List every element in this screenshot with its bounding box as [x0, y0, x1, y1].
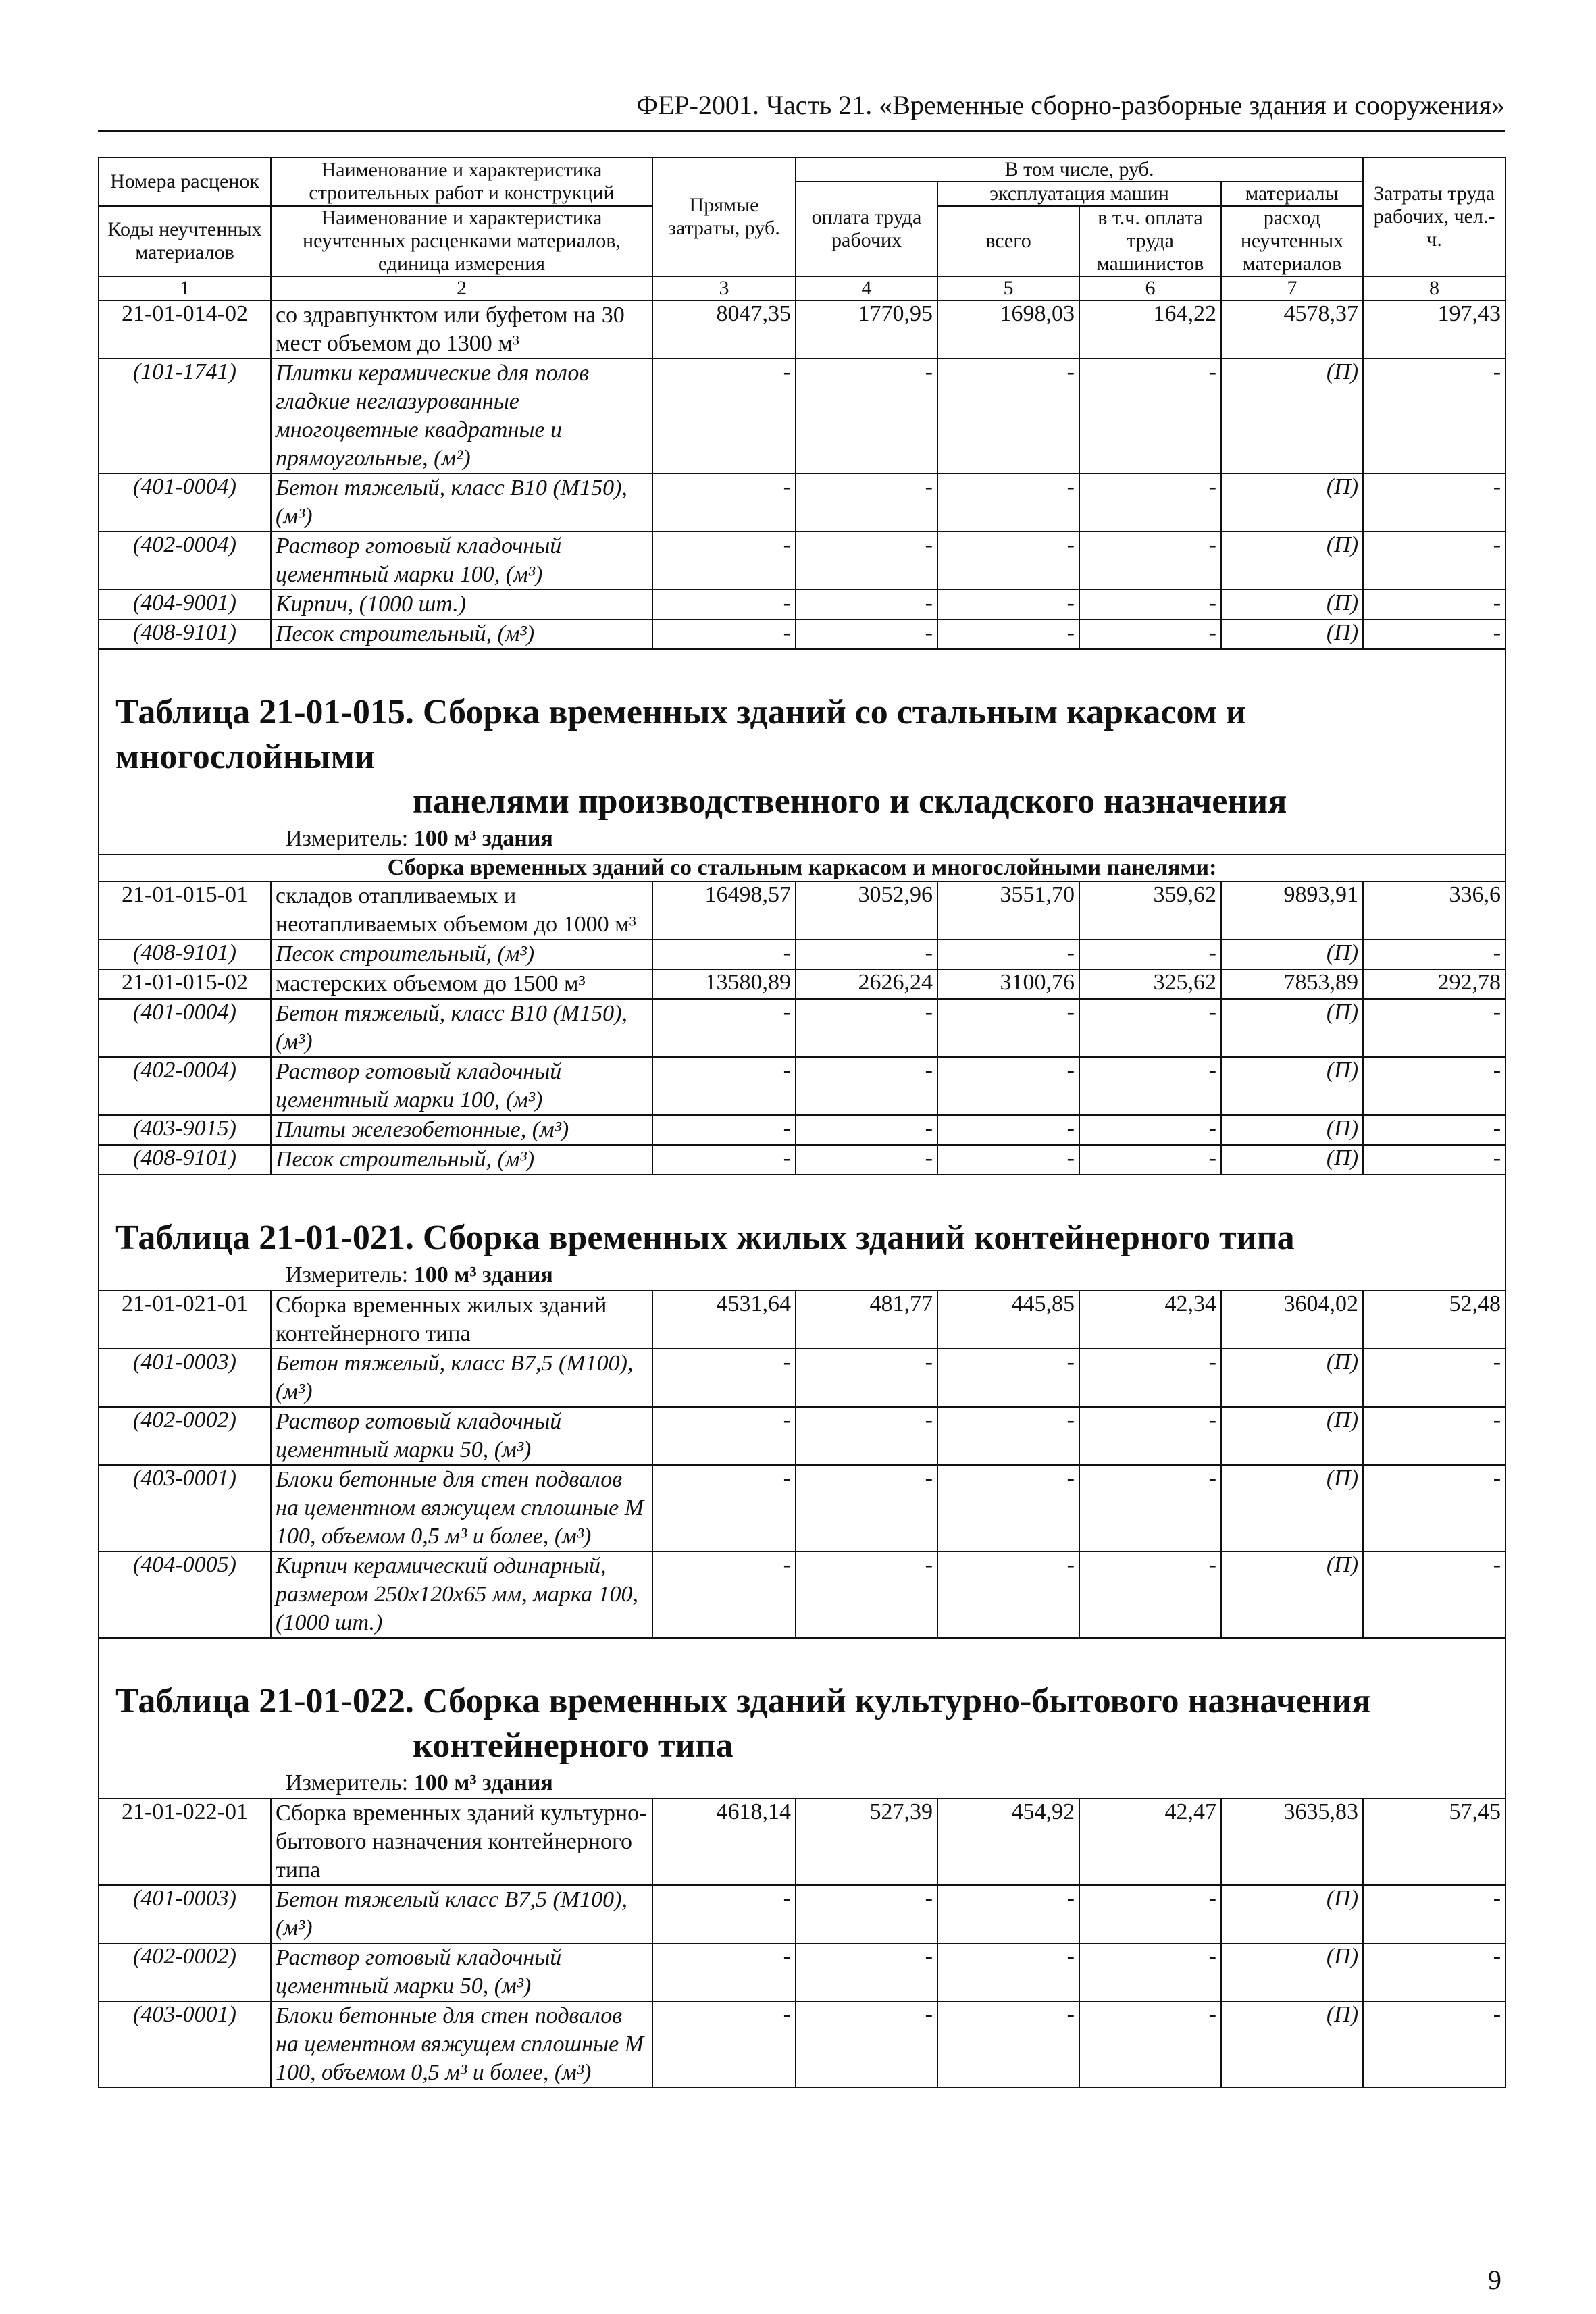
dash-value: - [1363, 1349, 1505, 1407]
dash-value: - [652, 590, 796, 619]
material-row [99, 1885, 1505, 1943]
measurement-unit [103, 1260, 1501, 1290]
section-title-row [99, 649, 1505, 854]
dash-value: - [1363, 1407, 1505, 1465]
rate-value: 481,77 [796, 1291, 937, 1349]
p-mark: (П) [1221, 940, 1363, 969]
rate-code: 21-01-015-01 [99, 881, 271, 940]
measurement-label: Измеритель: [286, 1262, 409, 1287]
rate-value: 292,78 [1363, 969, 1505, 999]
rate-code: 21-01-021-01 [99, 1291, 271, 1349]
dash-value: - [1363, 1115, 1505, 1145]
rate-name: мастерских объемом до 1500 м³ [271, 969, 652, 999]
p-mark: (П) [1221, 590, 1363, 619]
material-code: (403-0001) [99, 2001, 271, 2088]
material-code: (403-9015) [99, 1115, 271, 1145]
dash-value: - [1079, 619, 1221, 649]
dash-value: - [937, 619, 1079, 649]
rate-value: 3604,02 [1221, 1291, 1363, 1349]
material-code: (402-0002) [99, 1407, 271, 1465]
material-name: Плитки керамические для полов гладкие неглазурованные многоцветные квадратные и прямоугольные, (м²) [271, 359, 652, 473]
material-row [99, 1943, 1505, 2001]
col-num: 7 [1221, 276, 1363, 301]
material-name: Раствор готовый кладочный цементный марки 100, (м³) [271, 1057, 652, 1115]
rate-value: 4578,37 [1221, 301, 1363, 359]
dash-value: - [937, 1145, 1079, 1175]
p-mark: (П) [1221, 619, 1363, 649]
material-code: (408-9101) [99, 940, 271, 969]
material-code: (404-0005) [99, 1551, 271, 1638]
material-name: Бетон тяжелый класс В7,5 (М100), (м³) [271, 1885, 652, 1943]
material-row [99, 1115, 1505, 1145]
material-row [99, 1551, 1505, 1638]
dash-value: - [796, 1465, 937, 1551]
dash-value: - [652, 1115, 796, 1145]
header-labor: Затраты труда рабочих, чел.-ч. [1363, 157, 1505, 276]
material-name: Песок строительный, (м³) [271, 619, 652, 649]
material-code: (402-0004) [99, 1057, 271, 1115]
dash-value: - [937, 1407, 1079, 1465]
rate-value: 359,62 [1079, 881, 1221, 940]
material-row [99, 1407, 1505, 1465]
material-name: Кирпич, (1000 шт.) [271, 590, 652, 619]
rate-value: 4531,64 [652, 1291, 796, 1349]
rate-value: 9893,91 [1221, 881, 1363, 940]
dash-value: - [937, 532, 1079, 590]
dash-value: - [937, 1465, 1079, 1551]
dash-value: - [1363, 473, 1505, 532]
measurement-label: Измеритель: [286, 1770, 409, 1795]
dash-value: - [796, 2001, 937, 2088]
material-row [99, 1057, 1505, 1115]
col-num: 3 [652, 276, 796, 301]
dash-value: - [796, 1943, 937, 2001]
rate-value: 7853,89 [1221, 969, 1363, 999]
material-row [99, 590, 1505, 619]
material-name: Раствор готовый кладочный цементный марки 50, (м³) [271, 1943, 652, 2001]
dash-value: - [796, 1349, 937, 1407]
rate-code: 21-01-014-02 [99, 301, 271, 359]
dash-value: - [1363, 1551, 1505, 1638]
rate-row [99, 1291, 1505, 1349]
section-title-row [99, 1638, 1505, 1799]
dash-value: - [796, 1115, 937, 1145]
header-rule [98, 130, 1505, 132]
material-code: (403-0001) [99, 1465, 271, 1551]
material-name: Раствор готовый кладочный цементный марки 100, (м³) [271, 532, 652, 590]
material-code: (401-0004) [99, 999, 271, 1057]
rate-row [99, 301, 1505, 359]
rate-value: 1770,95 [796, 301, 937, 359]
dash-value: - [652, 1885, 796, 1943]
section-title-line: Таблица 21-01-015. Сборка временных зданий со стальным каркасом и многослойными [115, 693, 1246, 776]
material-name: Блоки бетонные для стен подвалов на цементном вяжущем сплошные М 100, объемом 0,5 м³ и более, (м³) [271, 2001, 652, 2088]
header-direct: Прямые затраты, руб. [652, 157, 796, 276]
p-mark: (П) [1221, 1465, 1363, 1551]
p-mark: (П) [1221, 1349, 1363, 1407]
p-mark: (П) [1221, 2001, 1363, 2088]
dash-value: - [652, 1057, 796, 1115]
dash-value: - [937, 1885, 1079, 1943]
rate-value: 454,92 [937, 1799, 1079, 1885]
section-title-cell [99, 649, 1505, 854]
dash-value: - [1363, 1145, 1505, 1175]
material-row [99, 1145, 1505, 1175]
material-row [99, 619, 1505, 649]
rate-code: 21-01-022-01 [99, 1799, 271, 1885]
section-title-line: панелями производственного и складского назначения [413, 782, 1287, 821]
p-mark: (П) [1221, 532, 1363, 590]
dash-value: - [652, 532, 796, 590]
col-num: 8 [1363, 276, 1505, 301]
dash-value: - [1363, 532, 1505, 590]
measurement-value: 100 м³ здания [413, 826, 553, 851]
measurement-unit [103, 824, 1501, 854]
rate-value: 3551,70 [937, 881, 1079, 940]
dash-value: - [1363, 1943, 1505, 2001]
material-row [99, 940, 1505, 969]
col-num: 5 [937, 276, 1079, 301]
dash-value: - [1079, 590, 1221, 619]
header-labor-pay: оплата труда рабочих [796, 182, 937, 276]
measurement-value: 100 м³ здания [413, 1262, 553, 1287]
rate-value: 42,47 [1079, 1799, 1221, 1885]
rate-value: 3100,76 [937, 969, 1079, 999]
header-num-rates: Номера расценок [99, 157, 271, 206]
material-row [99, 1465, 1505, 1551]
material-code: (101-1741) [99, 359, 271, 473]
material-name: Бетон тяжелый, класс В7,5 (М100), (м³) [271, 1349, 652, 1407]
dash-value: - [937, 940, 1079, 969]
rate-name: Сборка временных жилых зданий контейнерного типа [271, 1291, 652, 1349]
dash-value: - [796, 1551, 937, 1638]
dash-value: - [937, 1349, 1079, 1407]
material-name: Плиты железобетонные, (м³) [271, 1115, 652, 1145]
header-total: всего [937, 206, 1079, 276]
p-mark: (П) [1221, 1943, 1363, 2001]
section-title [103, 1679, 1501, 1768]
material-code: (408-9101) [99, 1145, 271, 1175]
page-number: 9 [1488, 2265, 1501, 2295]
dash-value: - [652, 1407, 796, 1465]
dash-value: - [1079, 1115, 1221, 1145]
section-title-cell [99, 1175, 1505, 1291]
material-name: Кирпич керамический одинарный, размером 250х120х65 мм, марка 100, (1000 шт.) [271, 1551, 652, 1638]
dash-value: - [1079, 940, 1221, 969]
rate-name: со здравпунктом или буфетом на 30 мест объемом до 1300 м³ [271, 301, 652, 359]
dash-value: - [796, 999, 937, 1057]
material-name: Бетон тяжелый, класс В10 (М150), (м³) [271, 999, 652, 1057]
dash-value: - [796, 1885, 937, 1943]
material-name: Блоки бетонные для стен подвалов на цементном вяжущем сплошные М 100, объемом 0,5 м³ и более, (м³) [271, 1465, 652, 1551]
material-row [99, 999, 1505, 1057]
dash-value: - [1363, 590, 1505, 619]
material-code: (401-0003) [99, 1349, 271, 1407]
material-code: (402-0002) [99, 1943, 271, 2001]
dash-value: - [652, 1349, 796, 1407]
rate-value: 4618,14 [652, 1799, 796, 1885]
section-title [103, 1216, 1501, 1260]
dash-value: - [937, 1551, 1079, 1638]
measurement-value: 100 м³ здания [413, 1770, 553, 1795]
rate-row [99, 881, 1505, 940]
dash-value: - [937, 359, 1079, 473]
header-name-works: Наименование и характеристика строительных работ и конструкций [271, 157, 652, 206]
p-mark: (П) [1221, 473, 1363, 532]
p-mark: (П) [1221, 1145, 1363, 1175]
material-row [99, 532, 1505, 590]
dash-value: - [796, 473, 937, 532]
dash-value: - [1079, 1145, 1221, 1175]
col-num: 2 [271, 276, 652, 301]
section-title-line: контейнерного типа [413, 1726, 733, 1765]
document-body [98, 157, 1505, 2088]
header-row-1 [99, 157, 1505, 182]
header-consumption: расход неучтенных материалов [1221, 206, 1363, 276]
rate-value: 3052,96 [796, 881, 937, 940]
dash-value: - [1363, 359, 1505, 473]
dash-value: - [796, 359, 937, 473]
dash-value: - [937, 1057, 1079, 1115]
dash-value: - [796, 1145, 937, 1175]
p-mark: (П) [1221, 1551, 1363, 1638]
rate-value: 2626,24 [796, 969, 937, 999]
p-mark: (П) [1221, 1885, 1363, 1943]
rate-value: 1698,03 [937, 301, 1079, 359]
table-body [99, 157, 1505, 2088]
dash-value: - [937, 1115, 1079, 1145]
running-header: ФЕР-2001. Часть 21. «Временные сборно-разборные здания и сооружения» [636, 90, 1505, 120]
dash-value: - [1079, 1465, 1221, 1551]
dash-value: - [1079, 2001, 1221, 2088]
material-row [99, 473, 1505, 532]
dash-value: - [1363, 940, 1505, 969]
header-codes: Коды неучтенных материалов [99, 206, 271, 276]
dash-value: - [796, 1407, 937, 1465]
rate-name: Сборка временных зданий культурно-бытового назначения контейнерного типа [271, 1799, 652, 1885]
rate-value: 3635,83 [1221, 1799, 1363, 1885]
header-name-materials: Наименование и характеристика неучтенных расценками материалов, единица измерения [271, 206, 652, 276]
header-machines: эксплуатация машин [937, 182, 1221, 206]
rate-name: складов отапливаемых и неотапливаемых объемом до 1000 м³ [271, 881, 652, 940]
p-mark: (П) [1221, 999, 1363, 1057]
p-mark: (П) [1221, 1115, 1363, 1145]
dash-value: - [796, 590, 937, 619]
dash-value: - [1079, 359, 1221, 473]
rate-value: 527,39 [796, 1799, 937, 1885]
material-name: Раствор готовый кладочный цементный марки 50, (м³) [271, 1407, 652, 1465]
material-row [99, 359, 1505, 473]
dash-value: - [1363, 2001, 1505, 2088]
dash-value: - [1363, 1465, 1505, 1551]
rate-row [99, 1799, 1505, 1885]
dash-value: - [1079, 1057, 1221, 1115]
rate-value: 445,85 [937, 1291, 1079, 1349]
group-header-row [99, 854, 1505, 881]
dash-value: - [796, 619, 937, 649]
dash-value: - [937, 1943, 1079, 2001]
dash-value: - [652, 1551, 796, 1638]
dash-value: - [1079, 1943, 1221, 2001]
section-title [103, 690, 1501, 824]
rates-table [98, 157, 1506, 2088]
material-code: (401-0003) [99, 1885, 271, 1943]
dash-value: - [652, 1465, 796, 1551]
dash-value: - [1079, 1349, 1221, 1407]
header-materials: материалы [1221, 182, 1363, 206]
header-incl: В том числе, руб. [796, 157, 1363, 182]
rate-value: 164,22 [1079, 301, 1221, 359]
dash-value: - [1363, 1057, 1505, 1115]
dash-value: - [1079, 532, 1221, 590]
material-code: (401-0004) [99, 473, 271, 532]
measurement-label: Измеритель: [286, 826, 409, 851]
material-name: Бетон тяжелый, класс В10 (М150), (м³) [271, 473, 652, 532]
p-mark: (П) [1221, 1407, 1363, 1465]
dash-value: - [652, 1145, 796, 1175]
material-code: (402-0004) [99, 532, 271, 590]
rate-value: 52,48 [1363, 1291, 1505, 1349]
dash-value: - [652, 359, 796, 473]
group-header: Сборка временных зданий со стальным каркасом и многослойными панелями: [99, 854, 1505, 881]
dash-value: - [1363, 619, 1505, 649]
rate-value: 57,45 [1363, 1799, 1505, 1885]
dash-value: - [1079, 473, 1221, 532]
dash-value: - [652, 1943, 796, 2001]
col-num: 4 [796, 276, 937, 301]
dash-value: - [796, 1057, 937, 1115]
rate-row [99, 969, 1505, 999]
dash-value: - [937, 473, 1079, 532]
dash-value: - [652, 2001, 796, 2088]
rate-value: 336,6 [1363, 881, 1505, 940]
rate-value: 13580,89 [652, 969, 796, 999]
dash-value: - [652, 619, 796, 649]
measurement-unit [103, 1768, 1501, 1798]
dash-value: - [1079, 1407, 1221, 1465]
material-row [99, 2001, 1505, 2088]
dash-value: - [1363, 1885, 1505, 1943]
material-code: (404-9001) [99, 590, 271, 619]
rate-value: 197,43 [1363, 301, 1505, 359]
material-code: (408-9101) [99, 619, 271, 649]
rate-value: 325,62 [1079, 969, 1221, 999]
dash-value: - [1363, 999, 1505, 1057]
material-name: Песок строительный, (м³) [271, 940, 652, 969]
dash-value: - [1079, 999, 1221, 1057]
dash-value: - [1079, 1551, 1221, 1638]
col-num: 6 [1079, 276, 1221, 301]
dash-value: - [652, 940, 796, 969]
dash-value: - [796, 532, 937, 590]
dash-value: - [1079, 1885, 1221, 1943]
section-title-row [99, 1175, 1505, 1291]
dash-value: - [937, 2001, 1079, 2088]
section-title-line: Таблица 21-01-021. Сборка временных жилых зданий контейнерного типа [115, 1218, 1295, 1257]
header-incl-pay: в т.ч. оплата труда машинистов [1079, 206, 1221, 276]
section-title-cell [99, 1638, 1505, 1799]
p-mark: (П) [1221, 359, 1363, 473]
section-title-line: Таблица 21-01-022. Сборка временных зданий культурно-бытового назначения [115, 1682, 1371, 1720]
col-num: 1 [99, 276, 271, 301]
rate-value: 42,34 [1079, 1291, 1221, 1349]
dash-value: - [937, 999, 1079, 1057]
column-numbers-row [99, 276, 1505, 301]
dash-value: - [937, 590, 1079, 619]
rate-value: 16498,57 [652, 881, 796, 940]
dash-value: - [652, 473, 796, 532]
rate-value: 8047,35 [652, 301, 796, 359]
material-row [99, 1349, 1505, 1407]
material-name: Песок строительный, (м³) [271, 1145, 652, 1175]
p-mark: (П) [1221, 1057, 1363, 1115]
dash-value: - [796, 940, 937, 969]
rate-code: 21-01-015-02 [99, 969, 271, 999]
dash-value: - [652, 999, 796, 1057]
